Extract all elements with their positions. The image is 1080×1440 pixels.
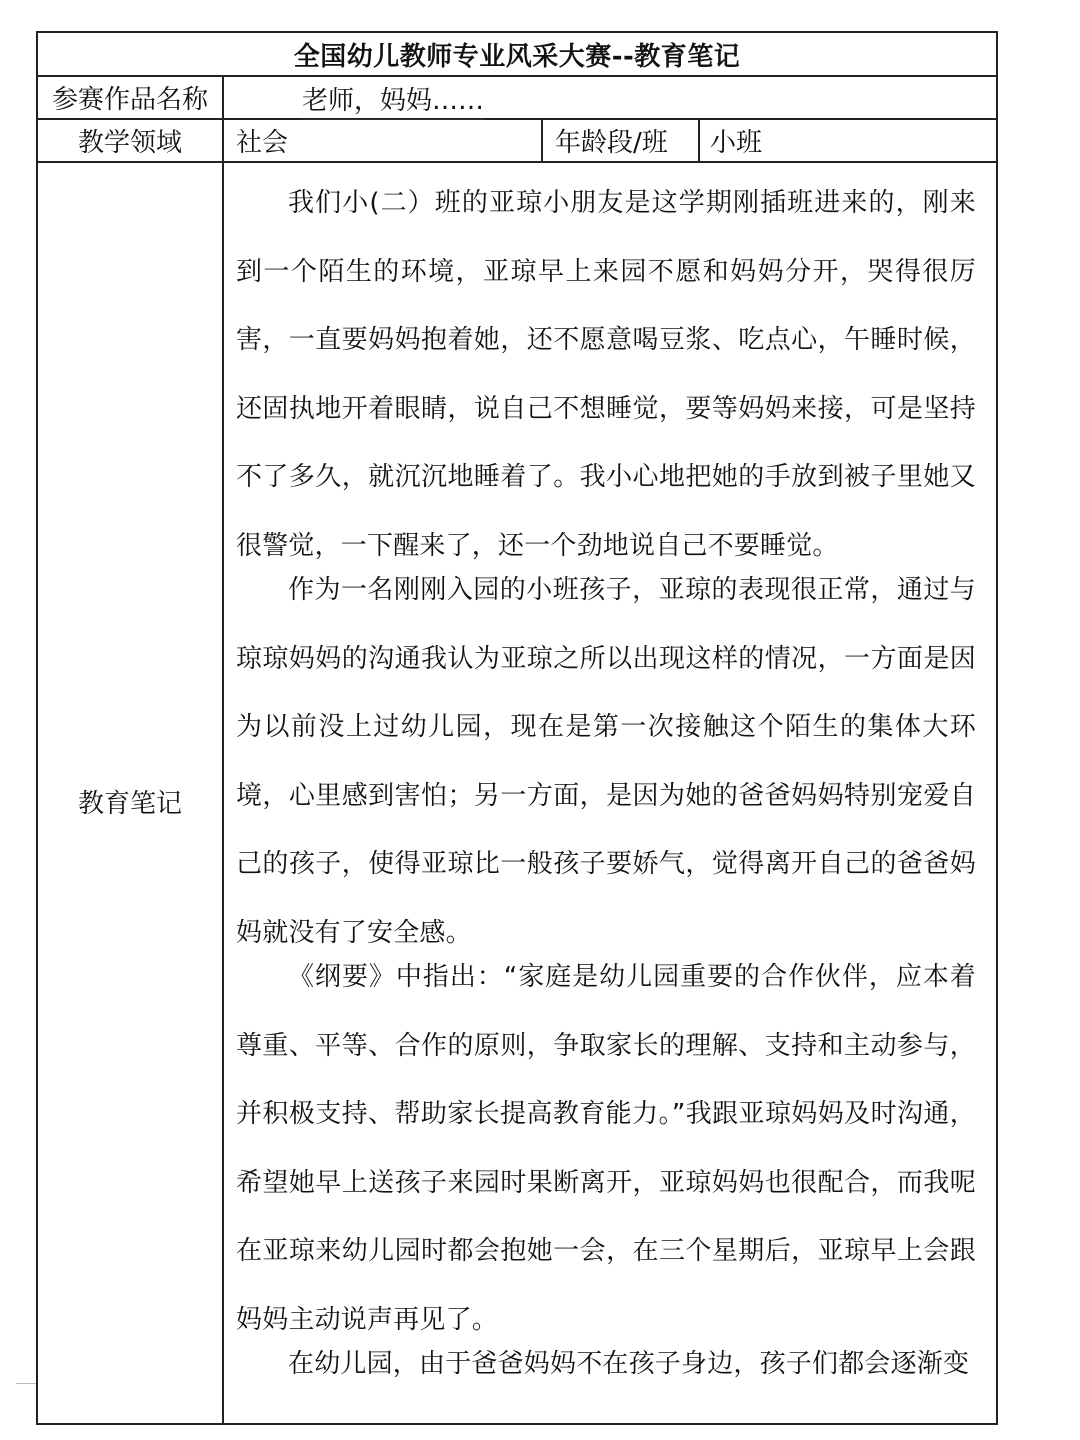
work-name-row xyxy=(38,77,996,120)
form-title-row xyxy=(38,33,996,77)
notes-paragraph-4: 在幼儿园，由于爸爸妈妈不在孩子身边，孩子们都会逐渐变 xyxy=(288,1349,970,1379)
page-edge-mark xyxy=(16,1383,36,1384)
notes-label-cell xyxy=(38,163,224,1423)
age-group-label: 年龄段/班 xyxy=(543,120,700,161)
notes-paragraph-1: 我们小(二）班的亚琼小朋友是这学期刚插班进来的，刚来到一个陌生的环境，亚琼早上来园不愿和妈妈分开，哭得很厉害，一直要妈妈抱着她，还不愿意喝豆浆、吃点心，午睡时候，还固执地开着眼睛，说自己不想睡觉，要等妈妈来接，可是坚持不了多久，就沉沉地睡着了。我小心地把她的手放到被子里她又很警觉，一下醒来了，还一个劲地说自己不要睡觉。 xyxy=(236,188,976,561)
notes-label: 教育笔记 xyxy=(77,788,182,819)
form-title: 全国幼儿教师专业风采大赛--教育笔记 xyxy=(293,41,741,72)
education-notes-form xyxy=(36,31,998,1425)
domain-label: 教学领域 xyxy=(38,120,224,161)
domain-value: 社会 xyxy=(224,120,543,161)
age-group-value: 小班 xyxy=(710,128,763,158)
work-name-value: 老师，妈妈…… xyxy=(302,80,484,120)
notes-paragraph-3: 《纲要》中指出：“家庭是幼儿园重要的合作伙伴，应本着尊重、平等、合作的原则，争取家长的理解、支持和主动参与，并积极支持、帮助家长提高教育能力。”我跟亚琼妈妈及时沟通，希望她早上送孩子来园时果断离开，亚琼妈妈也很配合，而我呢在亚琼来幼儿园时都会抱她一会，在三个星期后，亚琼早上会跟妈妈主动说声再见了。 xyxy=(236,962,976,1335)
work-name-label: 参赛作品名称 xyxy=(38,77,224,118)
domain-age-row xyxy=(38,120,996,163)
notes-paragraph-2: 作为一名刚刚入园的小班孩子，亚琼的表现很正常，通过与琼琼妈妈的沟通我认为亚琼之所以出现这样的情况，一方面是因为以前没上过幼儿园，现在是第一次接触这个陌生的集体大环境，心里感到害怕；另一方面，是因为她的爸爸妈妈特别宠爱自己的孩子，使得亚琼比一般孩子要娇气，觉得离开自己的爸爸妈妈就没有了安全感。 xyxy=(236,575,976,948)
notes-row xyxy=(38,163,996,1423)
work-name-cell xyxy=(224,77,996,118)
notes-body xyxy=(236,169,976,1399)
